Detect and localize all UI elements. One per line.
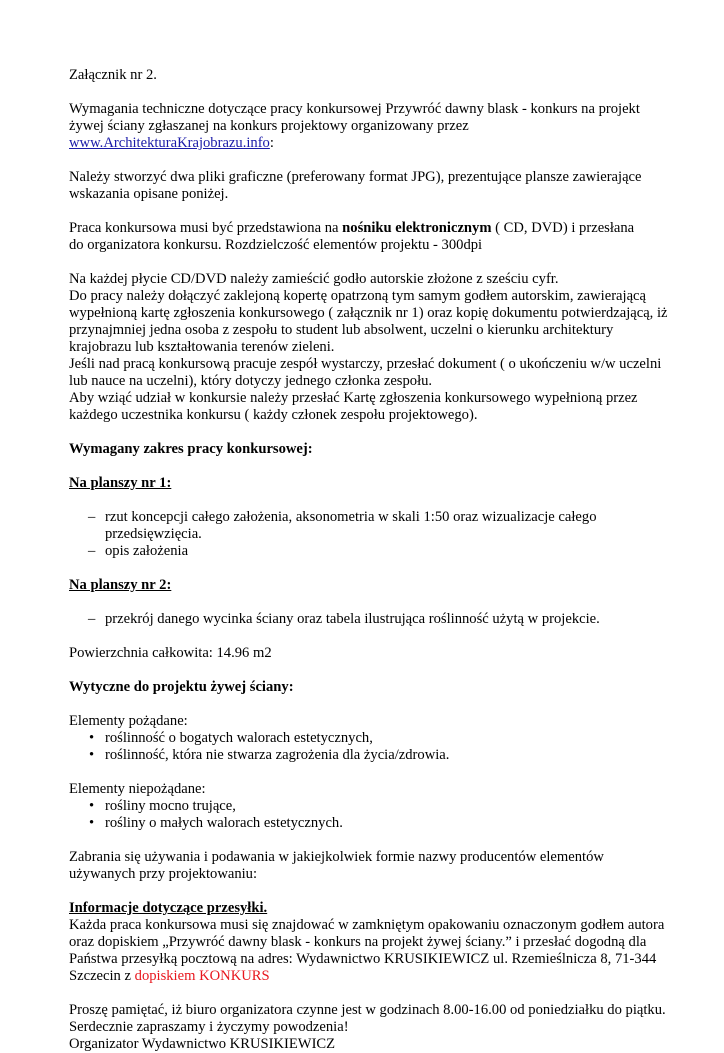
- prohibition-paragraph: Zabrania się używania i podawania w jakiejkolwiek formie nazwy producentów elementów używanych przy projektowaniu:: [69, 849, 604, 882]
- attachment-header: Załącznik nr 2.: [69, 67, 157, 83]
- medium-text: Praca konkursowa musi być przedstawiona na: [69, 220, 343, 236]
- board2-list: [69, 611, 669, 628]
- board2-heading: Na planszy nr 2:: [69, 577, 172, 593]
- guidelines-heading: Wytyczne do projektu żywej ściany:: [69, 679, 294, 695]
- files-paragraph: Należy stworzyć dwa pliki graficzne (preferowany format JPG), prezentujące plansze zawierające wskazania opisane poniżej.: [69, 169, 642, 202]
- desired-label: Elementy pożądane:: [69, 713, 188, 729]
- list-item: [69, 611, 669, 628]
- medium-after: ( CD, DVD) i przesłana: [491, 220, 635, 236]
- bullet-marker: •: [89, 798, 95, 814]
- dash-marker: –: [88, 611, 96, 627]
- list-item: [69, 509, 669, 543]
- list-item-text: rośliny o małych walorach estetycznych.: [105, 815, 343, 831]
- list-item: [69, 798, 669, 815]
- medium-line-2: do organizatora konkursu. Rozdzielczość elementów projektu - 300dpi: [69, 237, 483, 253]
- bullet-marker: •: [89, 815, 95, 831]
- undesired-list: [69, 798, 669, 832]
- bullet-marker: •: [89, 730, 95, 746]
- desired-list: [69, 730, 669, 764]
- office-hours: Proszę pamiętać, iż biuro organizatora czynne jest w godzinach 8.00-16.00 od poniedziałku do piątku.: [69, 1002, 666, 1018]
- board1-heading: Na planszy nr 1:: [69, 475, 172, 491]
- board1-list: [69, 509, 669, 560]
- greeting: Serdecznie zapraszamy i życzymy powodzenia!: [69, 1019, 349, 1035]
- shipping-red-note: dopiskiem KONKURS: [134, 968, 270, 984]
- undesired-label: Elementy niepożądane:: [69, 781, 206, 797]
- list-item-text: roślinność o bogatych walorach estetycznych,: [105, 730, 373, 746]
- list-item-text: opis założenia: [105, 543, 189, 559]
- intro-colon: :: [269, 135, 274, 151]
- list-item-text: rośliny mocno trujące,: [105, 798, 236, 814]
- medium-line-1: [69, 220, 669, 237]
- list-item-text: roślinność, która nie stwarza zagrożenia dla życia/zdrowia.: [105, 747, 450, 763]
- list-item: [69, 543, 669, 560]
- rule-paragraph: Jeśli nad pracą konkursową pracuje zespół wystarczy, przesłać dokument ( o ukończeniu w/w uczelni lub nauce na uczelni), który dotyczy jednego członka zespołu.: [69, 356, 662, 389]
- rule-paragraph: Aby wziąć udział w konkursie należy przesłać Kartę zgłoszenia konkursowego wypełnioną przez każdego uczestnika konkursu ( każdy członek zespołu projektowego).: [69, 390, 638, 423]
- list-item: [69, 730, 669, 747]
- area-text: Powierzchnia całkowita: 14.96 m2: [69, 645, 272, 661]
- shipping-heading: Informacje dotyczące przesyłki.: [69, 900, 268, 916]
- intro-text: Wymagania techniczne dotyczące pracy konkursowej Przywróć dawny blask - konkurs na projekt żywej ściany zgłaszanej na konkurs projektowy organizowany przez: [69, 101, 640, 134]
- medium-bold: nośniku elektronicznym: [342, 220, 492, 236]
- dash-marker: –: [88, 509, 96, 525]
- rule-paragraph: Do pracy należy dołączyć zaklejoną kopertę opatrzoną tym samym godłem autorskim, zawierającą wypełnioną kartę zgłoszenia konkursowego ( załącznik nr 1) oraz kopię dokumentu potwierdzającą, iż przynajmniej jedna osoba z zespołu to student lub absolwent, uczelni o kierunku architektury krajobrazu lub kształtowania terenów zieleni.: [69, 288, 668, 355]
- bullet-marker: •: [89, 747, 95, 763]
- scope-heading: Wymagany zakres pracy konkursowej:: [69, 441, 313, 457]
- list-item-text: rzut koncepcji całego założenia, aksonometria w skali 1:50 oraz wizualizacje całego przedsięwzięcia.: [105, 509, 597, 542]
- website-link[interactable]: www.ArchitekturaKrajobrazu.info: [69, 135, 270, 151]
- organizer-signature: Organizator Wydawnictwo KRUSIKIEWICZ: [69, 1036, 336, 1052]
- list-item: [69, 815, 669, 832]
- document-page: [69, 67, 669, 1053]
- intro-paragraph: [69, 101, 669, 152]
- shipping-text: Każda praca konkursowa musi się znajdować w zamkniętym opakowaniu oznaczonym godłem autora oraz dopiskiem „Przywróć dawny blask - konkurs na projekt żywej ściany.” i przesłać dogodną dla Państwa przesyłką pocztową na adres: Wydawnictwo KRUSIKIEWICZ ul. Rzemieślnicza 8, 71-344 Szczecin z: [69, 917, 665, 984]
- dash-marker: –: [88, 543, 96, 559]
- rule-paragraph: Na każdej płycie CD/DVD należy zamieścić godło autorskie złożone z sześciu cyfr.: [69, 271, 559, 287]
- shipping-paragraph: [69, 917, 669, 985]
- list-item-text: przekrój danego wycinka ściany oraz tabela ilustrująca roślinność użytą w projekcie.: [105, 611, 600, 627]
- list-item: [69, 747, 669, 764]
